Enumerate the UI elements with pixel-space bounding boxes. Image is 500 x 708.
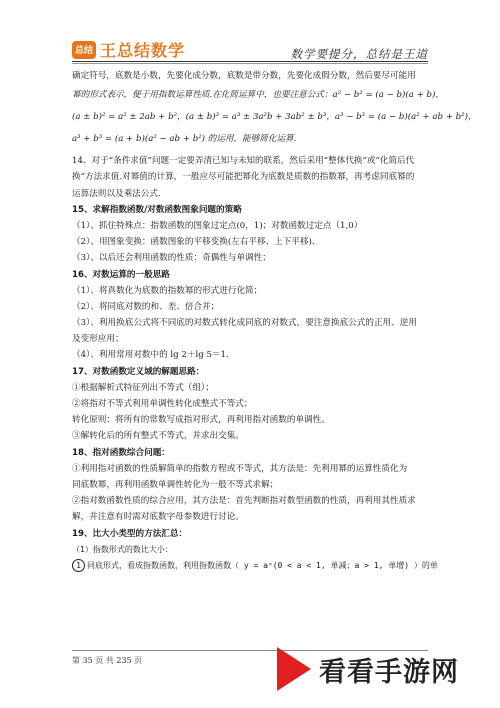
section-heading: 18、指对函数综合问题：	[72, 447, 170, 458]
formula-line: a³ + b³ = (a + b)(a² − ab + b²) 的运用，能够简化运算.	[72, 134, 297, 145]
body-line: （1）、抓住特殊点：指数函数的图象过定点(0，1)；对数函数过定点（1,0）	[72, 220, 363, 231]
header-rule	[72, 61, 428, 62]
body-line-text: 同底形式，看成指数函数，利用指数函数（ y = aˣ(0 < a < 1, 单减；a > 1, 单增) ）的单	[87, 560, 438, 570]
body-line: 转化原则：将所有的常数写成指对形式，再利用指对函数的单调性。	[72, 415, 330, 426]
body-line: ②指对数函数性质的综合应用，其方法是：首先判断指对数型函数的性质，再利用其性质求	[72, 496, 416, 507]
body-line: 同底数幂，再利用函数单调性转化为一般不等式求解；	[72, 479, 279, 490]
body-line: （4）、利用常用对数中的 lg 2＋lg 5＝1.	[72, 350, 229, 361]
page-number: 第 35 页 共 235 页	[72, 656, 143, 665]
page-body	[72, 68, 477, 574]
watermark	[277, 647, 459, 691]
logo-text: 王总结数学	[100, 41, 186, 60]
circled-number-icon: 1	[72, 559, 85, 572]
body-line: （2）、将同底对数的和、差、倍合并；	[72, 301, 220, 312]
subheading: （1）指数形式的数比大小：	[72, 544, 173, 554]
body-line: 运算法则以及乘法公式.	[72, 188, 161, 199]
play-logo-icon	[277, 647, 311, 691]
body-line: （2）、用图象变换：函数图象的平移变换(左右平移、上下平移).	[72, 237, 315, 248]
body-line: 解，并注意有时需对底数字母参数进行讨论。	[72, 512, 244, 523]
body-line: 及变形应用；	[72, 334, 124, 345]
body-line: 换”方法求值.对幂值的计算，一般应尽可能把幂化为底数是质数的指数幂，再考虑同底幂的	[72, 172, 415, 183]
body-line: ①利用指对函数的性质解简单的指数方程或不等式，其方法是：先利用幂的运算性质化为	[72, 463, 408, 474]
section-heading: 16、对数运算的一般思路	[72, 269, 170, 280]
formula-line: 幂的形式表示，便于用指数运算性质.在化简运算中，也要注意公式：a² − b² = (a − b)(a + b)，	[72, 90, 444, 101]
section-heading: 15、求解指数函数/对数函数图象问题的策略	[72, 204, 242, 215]
logo-badge-icon: 总结	[72, 41, 96, 59]
body-line: 14、对于“条件求值”问题一定要弄清已知与未知的联系，然后采用“整体代换”或“化简后代	[72, 156, 415, 167]
body-line: ③解转化后的所有整式不等式，并求出交集。	[72, 431, 244, 442]
formula-line: (a ± b)² = a² ± 2ab + b²，(a ± b)³ = a³ ± 3a²b + 3ab² ± b³，a³ − b³ = (a − b)(a² + ab + b²)，	[72, 112, 477, 123]
watermark-text: 看看手游网	[319, 656, 459, 688]
header-rule-thin	[72, 63, 428, 64]
body-line: ①根据解析式特征列出不等式（组）；	[72, 382, 214, 393]
page-header	[0, 0, 500, 66]
body-line: （3）、利用换底公式将不同底的对数式转化成同底的对数式，要注意换底公式的正用、逆用	[72, 318, 417, 329]
logo	[72, 38, 185, 61]
body-line: （3）、以后还会利用函数的性质：奇偶性与单调性；	[72, 253, 271, 264]
body-line: （1）、将真数化为底数的指数幂的形式进行化简；	[72, 285, 263, 296]
section-heading: 19、比大小类型的方法汇总：	[72, 528, 188, 539]
body-line	[72, 558, 438, 574]
body-line: 确定符号，底数是小数，先要化成分数，底数是带分数，先要化成假分数，然后要尽可能用	[72, 71, 416, 81]
body-line: ②将指对不等式利用单调性转化成整式不等式；	[72, 399, 253, 409]
header-motto: 数学要提分，总结是王道	[290, 47, 428, 61]
section-heading: 17、对数函数定义域的解题思路：	[72, 366, 205, 377]
